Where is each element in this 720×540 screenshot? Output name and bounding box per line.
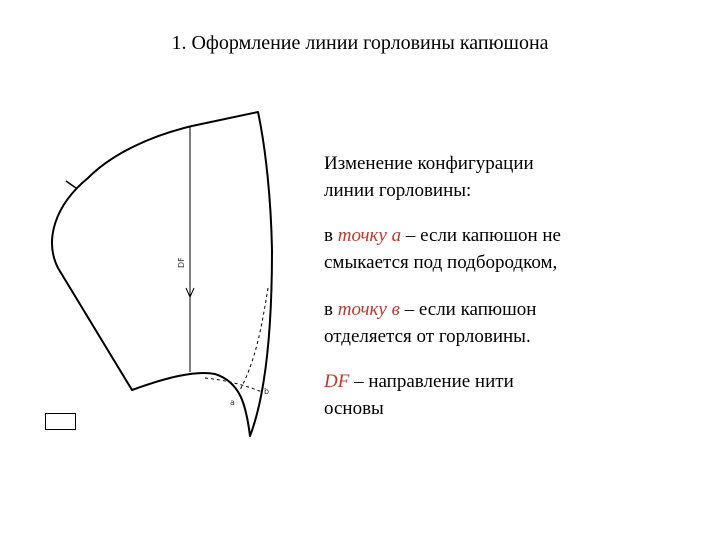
intro-line-2: линии горловины: bbox=[324, 180, 472, 201]
point-b-line-2: отделяется от горловины. bbox=[324, 326, 531, 347]
df-note-text bbox=[324, 368, 644, 422]
df-term: DF bbox=[324, 371, 350, 392]
hood-outline bbox=[52, 112, 272, 436]
point-b-line-1: в точку в – если капюшон bbox=[324, 299, 537, 320]
point-a-text bbox=[324, 222, 644, 276]
intro-text bbox=[324, 150, 644, 204]
point-b-label: b bbox=[264, 387, 270, 396]
notch-mark bbox=[66, 181, 76, 188]
point-b-term: точку в bbox=[337, 299, 400, 320]
df-note-line-2: основы bbox=[324, 398, 384, 419]
point-b-text bbox=[324, 296, 644, 350]
point-a-term: точку а bbox=[337, 225, 402, 246]
point-a-line-1: в точку а – если капюшон не bbox=[324, 225, 561, 246]
intro-line-1: Изменение конфигурации bbox=[324, 153, 534, 174]
point-a-label: a bbox=[230, 398, 235, 407]
point-a-line-2: смыкается под подбородком, bbox=[324, 252, 558, 273]
df-label: DF bbox=[177, 257, 186, 268]
page-title: 1. Оформление линии горловины капюшона bbox=[171, 32, 549, 54]
df-note-line-1: DF – направление нити bbox=[324, 371, 514, 392]
small-empty-box bbox=[45, 413, 76, 430]
